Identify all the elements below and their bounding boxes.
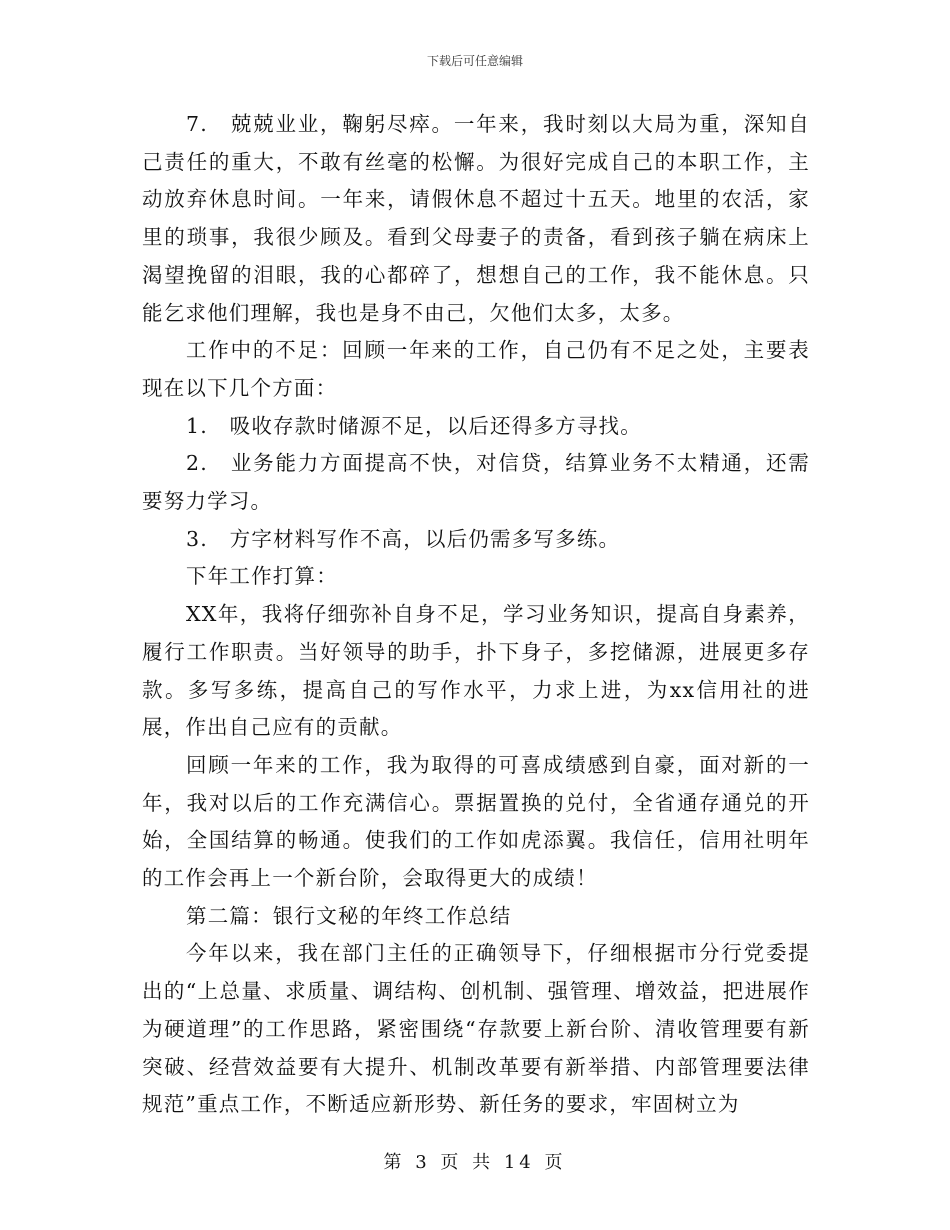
paragraph-next-year-heading: 下年工作打算： [186,564,338,589]
paragraph-shortcoming-3: 3. 方字材料写作不高，以后仍需多写多练。 [186,526,621,551]
page-header: 下载后可任意编辑 [426,54,523,68]
page-footer: 第 3 页 共 14 页 [383,1152,567,1173]
paragraph-section-two-body: 今年以来，我在部门主任的正确领导下，仔细根据市分行党委提出的“上总量、求质量、调结构、创机制、强管理、增效益，把进展作为硬道理”的工作思路，紧密围绕“存款要上新台阶、清收管理要有新突破、经营效益要有大提升、机制改革要有新举措、内部管理要法律规范”重点工作，不断适应新形势、新任务的要求，牢固树立为 [142,941,810,1117]
paragraph-shortcomings-intro: 工作中的不足：回顾一年来的工作，自己仍有不足之处，主要表现在以下几个方面： [142,338,810,400]
paragraph-shortcoming-2: 2. 业务能力方面提高不快，对信贷，结算业务不太精通，还需要努力学习。 [142,451,810,514]
paragraph-shortcoming-1: 1. 吸收存款时储源不足，以后还得多方寻找。 [186,413,642,438]
paragraph-review: 回顾一年来的工作，我为取得的可喜成绩感到自豪，面对新的一年，我对以后的工作充满信心。票据置换的兑付，全省通存通兑的开始，全国结算的畅通。使我们的工作如虎添翼。我信任，信用社明年的工作会再上一个新台阶，会取得更大的成绩！ [142,752,810,891]
document-body [142,106,810,1124]
paragraph-next-year-plan: XX年，我将仔细弥补自身不足，学习业务知识，提高自身素养，履行工作职责。当好领导的助手，扑下身子，多挖储源，进展更多存款。多写多练，提高自己的写作水平，力求上进，为xx信用社的进展，作出自己应有的贡献。 [142,602,810,740]
paragraph-section-two-title: 第二篇：银行文秘的年终工作总结 [186,903,512,928]
paragraph-diligence: 7. 兢兢业业，鞠躬尽瘁。一年来，我时刻以大局为重，深知自己责任的重大，不敢有丝毫的松懈。为很好完成自己的本职工作，主动放弃休息时间。一年来，请假休息不超过十五天。地里的农活，家里的琐事，我很少顾及。看到父母妻子的责备，看到孩子躺在病床上渴望挽留的泪眼，我的心都碎了，想想自己的工作，我不能休息。只能乞求他们理解，我也是身不由己，欠他们太多，太多。 [142,112,810,325]
